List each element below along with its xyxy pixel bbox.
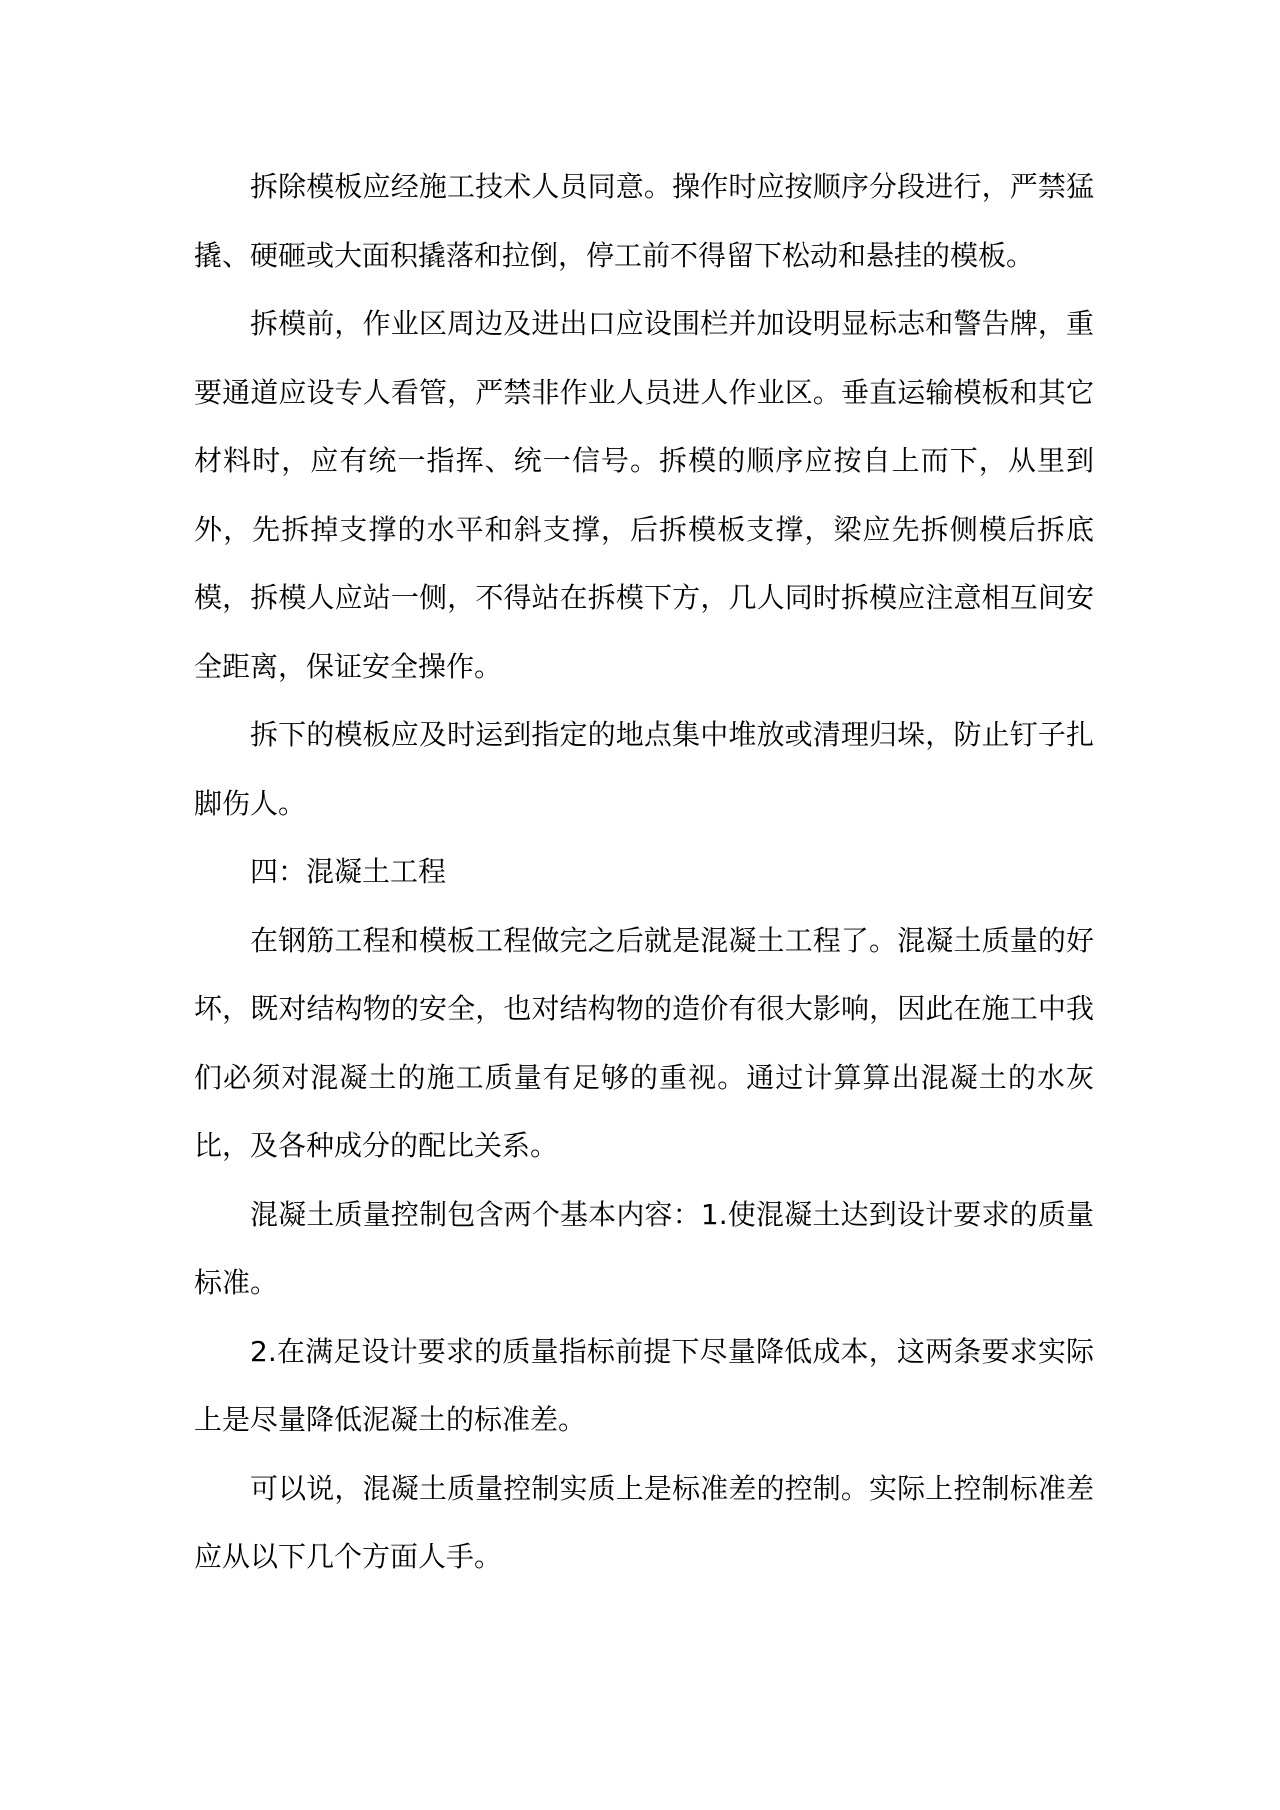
paragraph-concrete-intro: 在钢筋工程和模板工程做完之后就是混凝土工程了。混凝土质量的好坏，既对结构物的安全，也对结构物的造价有很大影响，因此在施工中我们必须对混凝土的施工质量有足够的重视。通过计算算出混凝土的水灰比，及各种成分的配比关系。 bbox=[194, 923, 1094, 1162]
section-heading-concrete: 四：混凝土工程 bbox=[250, 855, 447, 888]
paragraph-formwork-removal: 拆除模板应经施工技术人员同意。操作时应按顺序分段进行，严禁猛撬、硬砸或大面积撬落和拉倒，停工前不得留下松动和悬挂的模板。 bbox=[194, 170, 1094, 272]
paragraph-stacking: 拆下的模板应及时运到指定的地点集中堆放或清理归垛，防止钉子扎脚伤人。 bbox=[194, 718, 1094, 820]
paragraph-quality-control: 混凝土质量控制包含两个基本内容：1.使混凝土达到设计要求的质量标准。 bbox=[194, 1197, 1094, 1299]
paragraph-standard-deviation: 可以说，混凝土质量控制实质上是标准差的控制。实际上控制标准差应从以下几个方面人手。 bbox=[194, 1471, 1094, 1573]
document-body bbox=[194, 153, 1094, 1592]
paragraph-cost-reduction: 2.在满足设计要求的质量指标前提下尽量降低成本，这两条要求实际上是尽量降低泥凝土的标准差。 bbox=[194, 1334, 1094, 1436]
paragraph-removal-safety: 拆模前，作业区周边及进出口应设围栏并加设明显标志和警告牌，重要通道应设专人看管，严禁非作业人员进人作业区。垂直运输模板和其它材料时，应有统一指挥、统一信号。拆模的顺序应按自上而下，从里到外，先拆掉支撑的水平和斜支撑，后拆模板支撑，梁应先拆侧模后拆底模，拆模人应站一侧，不得站在拆模下方，几人同时拆模应注意相互间安全距离，保证安全操作。 bbox=[194, 307, 1094, 683]
